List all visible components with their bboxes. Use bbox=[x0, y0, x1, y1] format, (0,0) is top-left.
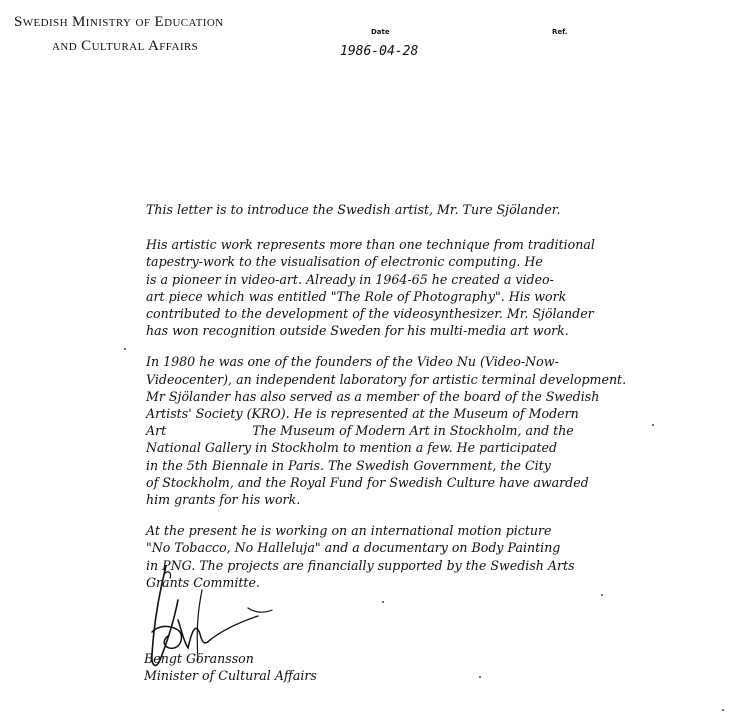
text-line: in PNG. The projects are financially supported by the Swedish Arts bbox=[146, 557, 575, 573]
text-line: Artists' Society (KRO). He is represented at the Museum of Modern bbox=[146, 406, 579, 422]
scan-speck bbox=[382, 601, 384, 603]
text-line bbox=[146, 422, 726, 439]
scan-speck bbox=[479, 676, 481, 678]
text-line: "No Tobacco, No Halleluja" and a documentary on Body Painting bbox=[146, 540, 561, 556]
signatory-name: Bengt Göransson bbox=[144, 651, 254, 666]
letter-body bbox=[146, 201, 726, 591]
text-line: is a pioneer in video-art. Already in 1964-65 he created a video- bbox=[146, 271, 554, 287]
date-label: Date bbox=[371, 28, 390, 36]
text-line: In 1980 he was one of the founders of the Video Nu (Video-Now- bbox=[146, 354, 559, 370]
text-line: His artistic work represents more than one technique from traditional bbox=[146, 237, 595, 253]
text-line: in the 5th Biennale in Paris. The Swedish Government, the City bbox=[146, 457, 551, 473]
letterhead-line-1: Swedish Ministry of Education bbox=[14, 14, 224, 30]
scan-speck bbox=[601, 594, 603, 596]
text-line: National Gallery in Stockholm to mention a few. He participated bbox=[146, 440, 558, 456]
letterhead-line-2: and Cultural Affairs bbox=[52, 38, 199, 54]
paragraph-artistic-work bbox=[146, 236, 726, 339]
text-fragment: Art bbox=[146, 423, 167, 439]
paragraph-career bbox=[146, 353, 726, 508]
text-line: him grants for his work. bbox=[146, 492, 301, 508]
letter-date: 1986-04-28 bbox=[340, 44, 419, 59]
text-line: Videocenter), an independent laboratory for artistic terminal development. bbox=[146, 371, 627, 387]
text-line: tapestry-work to the visualisation of electronic computing. He bbox=[146, 254, 543, 270]
text-fragment: The Museum of Modern Art in Stockholm, and the bbox=[252, 423, 574, 439]
intro-paragraph: This letter is to introduce the Swedish artist, Mr. Ture Sjölander. bbox=[146, 202, 561, 217]
text-line: Mr Sjölander has also served as a member of the board of the Swedish bbox=[146, 388, 600, 404]
text-line: At the present he is working on an international motion picture bbox=[146, 523, 552, 539]
letterhead bbox=[14, 10, 224, 58]
scan-speck bbox=[652, 424, 654, 426]
text-line: contributed to the development of the videosynthesizer. Mr. Sjölander bbox=[146, 306, 594, 322]
scan-speck bbox=[722, 709, 724, 711]
text-line: of Stockholm, and the Royal Fund for Swedish Culture have awarded bbox=[146, 474, 589, 490]
signatory-title: Minister of Cultural Affairs bbox=[144, 668, 317, 683]
text-line: art piece which was entitled "The Role of Photography". His work bbox=[146, 288, 567, 304]
ref-label: Ref. bbox=[552, 28, 568, 36]
scan-speck bbox=[124, 348, 126, 350]
text-line: has won recognition outside Sweden for his multi-media art work. bbox=[146, 323, 569, 339]
text-line: Grants Committe. bbox=[146, 574, 260, 590]
